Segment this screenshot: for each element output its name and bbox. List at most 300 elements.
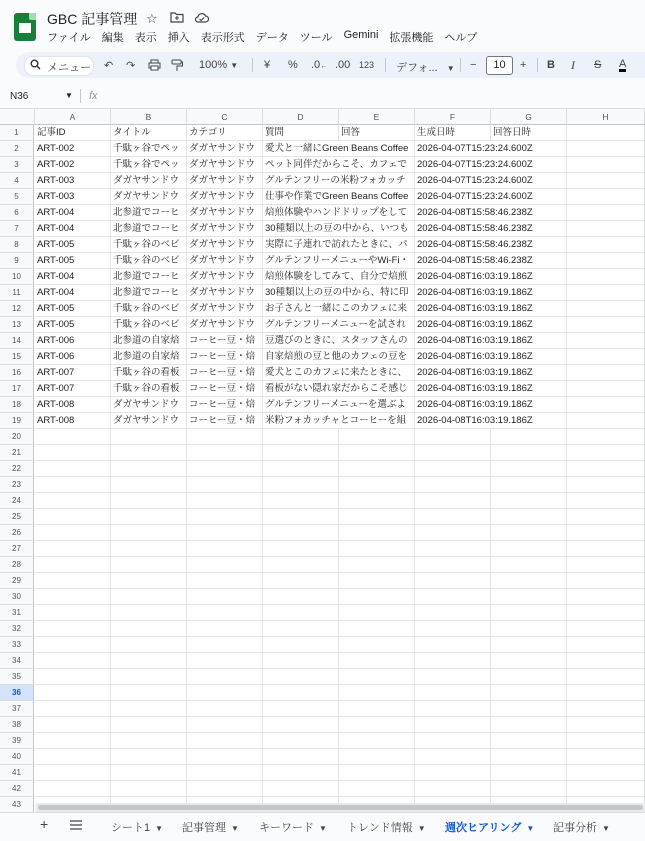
table-cell[interactable] <box>491 541 567 557</box>
row-header[interactable]: 2 <box>0 141 34 157</box>
row-header[interactable]: 7 <box>0 221 34 237</box>
table-cell[interactable]: ART-004 <box>35 205 111 221</box>
table-cell[interactable] <box>187 749 263 765</box>
table-cell[interactable] <box>415 605 491 621</box>
table-cell[interactable] <box>111 781 187 797</box>
table-cell[interactable]: 2026-04-07T15:23:24.600Z <box>415 173 567 189</box>
font-size-increase-button[interactable]: + <box>520 59 527 71</box>
table-cell[interactable]: 2026-04-07T15:23:24.600Z <box>415 157 567 173</box>
table-cell[interactable] <box>567 621 645 637</box>
row-header[interactable]: 17 <box>0 381 34 397</box>
table-cell[interactable]: 看板がない隠れ家だからこそ感じ <box>263 381 415 397</box>
spreadsheet-grid[interactable] <box>0 109 645 809</box>
table-cell[interactable] <box>339 637 415 653</box>
table-cell[interactable] <box>35 605 111 621</box>
table-cell[interactable] <box>263 557 339 573</box>
table-cell[interactable]: ダガヤサンドウ <box>187 173 263 189</box>
table-cell[interactable] <box>35 477 111 493</box>
table-cell[interactable]: 2026-04-08T15:58:46.238Z <box>415 237 567 253</box>
table-cell[interactable] <box>263 509 339 525</box>
table-cell[interactable]: お子さんと一緒にこのカフェに来 <box>263 301 415 317</box>
table-cell[interactable]: コーヒー豆・焙 <box>187 349 263 365</box>
table-cell[interactable]: ダガヤサンドウ <box>187 189 263 205</box>
row-header[interactable]: 33 <box>0 637 34 653</box>
column-header[interactable]: B <box>111 109 187 125</box>
table-cell[interactable] <box>491 621 567 637</box>
column-header[interactable]: D <box>263 109 339 125</box>
table-cell[interactable] <box>111 541 187 557</box>
table-cell[interactable] <box>339 557 415 573</box>
menu-item[interactable]: 表示形式 <box>200 32 245 44</box>
table-cell[interactable]: 北参道でコーヒ <box>111 221 187 237</box>
menu-item[interactable]: 表示 <box>134 32 157 44</box>
table-cell[interactable] <box>263 733 339 749</box>
row-header[interactable]: 29 <box>0 573 34 589</box>
table-cell[interactable]: ART-002 <box>35 157 111 173</box>
table-cell[interactable]: ダガヤサンドウ <box>187 253 263 269</box>
table-cell[interactable] <box>35 493 111 509</box>
table-cell[interactable] <box>339 509 415 525</box>
table-cell[interactable] <box>415 669 491 685</box>
row-header[interactable]: 23 <box>0 477 34 493</box>
table-cell[interactable] <box>415 701 491 717</box>
table-cell[interactable] <box>35 717 111 733</box>
table-cell[interactable]: ダガヤサンドウ <box>187 285 263 301</box>
row-header[interactable]: 31 <box>0 605 34 621</box>
table-cell[interactable] <box>415 781 491 797</box>
table-cell[interactable]: 千駄ヶ谷のベビ <box>111 237 187 253</box>
table-cell[interactable]: ART-008 <box>35 413 111 429</box>
row-header[interactable]: 22 <box>0 461 34 477</box>
table-cell[interactable]: カテゴリ <box>187 125 263 141</box>
table-cell[interactable] <box>491 637 567 653</box>
row-header[interactable]: 36 <box>0 685 34 701</box>
table-cell[interactable] <box>415 717 491 733</box>
table-cell[interactable]: ダガヤサンドウ <box>187 237 263 253</box>
row-header[interactable]: 27 <box>0 541 34 557</box>
table-cell[interactable] <box>35 653 111 669</box>
table-cell[interactable] <box>567 397 645 413</box>
table-cell[interactable]: 千駄ヶ谷のベビ <box>111 253 187 269</box>
menu-item[interactable]: 拡張機能 <box>389 32 434 44</box>
star-icon[interactable]: ☆ <box>146 11 158 26</box>
table-cell[interactable] <box>111 525 187 541</box>
table-cell[interactable] <box>187 765 263 781</box>
table-cell[interactable]: ダガヤサンドウ <box>111 173 187 189</box>
table-cell[interactable] <box>111 429 187 445</box>
table-cell[interactable] <box>111 685 187 701</box>
row-header[interactable]: 38 <box>0 717 34 733</box>
table-cell[interactable] <box>491 493 567 509</box>
table-cell[interactable] <box>111 765 187 781</box>
table-cell[interactable] <box>491 589 567 605</box>
table-cell[interactable]: 2026-04-08T15:58:46.238Z <box>415 221 567 237</box>
table-cell[interactable]: 生成日時 <box>415 125 491 141</box>
table-cell[interactable]: グルテンフリーメニューを選ぶよ <box>263 397 415 413</box>
sheet-tab[interactable] <box>347 819 426 835</box>
table-cell[interactable]: 質問 <box>263 125 339 141</box>
table-cell[interactable]: ART-004 <box>35 221 111 237</box>
table-cell[interactable] <box>567 765 645 781</box>
table-cell[interactable] <box>111 605 187 621</box>
table-cell[interactable] <box>263 669 339 685</box>
row-header[interactable]: 18 <box>0 397 34 413</box>
table-cell[interactable] <box>567 205 645 221</box>
table-cell[interactable] <box>567 445 645 461</box>
table-cell[interactable]: ART-003 <box>35 173 111 189</box>
table-cell[interactable] <box>567 685 645 701</box>
strikethrough-button[interactable]: S <box>594 59 602 71</box>
menu-item[interactable]: ヘルプ <box>444 32 478 44</box>
row-header[interactable]: 9 <box>0 253 34 269</box>
table-cell[interactable]: 2026-04-08T16:03:19.186Z <box>415 269 567 285</box>
menu-item[interactable]: ファイル <box>47 32 91 44</box>
table-cell[interactable]: 2026-04-08T15:58:46.238Z <box>415 253 567 269</box>
table-cell[interactable] <box>187 621 263 637</box>
table-cell[interactable] <box>491 669 567 685</box>
table-cell[interactable] <box>491 445 567 461</box>
row-header[interactable]: 4 <box>0 173 34 189</box>
row-header[interactable]: 37 <box>0 701 34 717</box>
table-cell[interactable] <box>263 429 339 445</box>
table-cell[interactable]: 北参道でコーヒ <box>111 205 187 221</box>
table-cell[interactable] <box>111 445 187 461</box>
table-cell[interactable] <box>35 573 111 589</box>
table-cell[interactable]: ART-004 <box>35 269 111 285</box>
table-cell[interactable]: タイトル <box>111 125 187 141</box>
row-header[interactable]: 3 <box>0 157 34 173</box>
table-cell[interactable]: 千駄ヶ谷でペッ <box>111 157 187 173</box>
cloud-icon[interactable] <box>194 11 209 26</box>
table-cell[interactable] <box>263 461 339 477</box>
sheet-tab[interactable] <box>259 819 327 835</box>
table-cell[interactable] <box>111 733 187 749</box>
zoom-select[interactable]: 100% ▼ <box>199 59 239 71</box>
menu-item[interactable]: 編集 <box>101 32 124 44</box>
table-cell[interactable] <box>111 669 187 685</box>
row-header[interactable]: 1 <box>0 125 34 141</box>
decrease-decimal-button[interactable]: .0← <box>311 59 328 71</box>
table-cell[interactable]: 回答 <box>339 125 415 141</box>
table-cell[interactable] <box>567 333 645 349</box>
table-cell[interactable]: 千駄ヶ谷の看板 <box>111 365 187 381</box>
table-cell[interactable] <box>111 621 187 637</box>
table-cell[interactable]: ダガヤサンドウ <box>111 397 187 413</box>
table-cell[interactable] <box>263 493 339 509</box>
table-cell[interactable]: ダガヤサンドウ <box>111 189 187 205</box>
font-select[interactable]: デフォ... ▼ <box>396 62 455 74</box>
table-cell[interactable] <box>567 285 645 301</box>
table-cell[interactable] <box>111 637 187 653</box>
table-cell[interactable]: ダガヤサンドウ <box>111 413 187 429</box>
row-header[interactable]: 21 <box>0 445 34 461</box>
table-cell[interactable]: 記事ID <box>35 125 111 141</box>
row-header[interactable]: 10 <box>0 269 34 285</box>
table-cell[interactable]: 2026-04-08T16:03:19.186Z <box>415 413 567 429</box>
table-cell[interactable] <box>263 749 339 765</box>
table-cell[interactable] <box>567 461 645 477</box>
chevron-down-icon[interactable]: ▼ <box>231 824 239 833</box>
sheets-logo-icon[interactable] <box>14 13 36 41</box>
table-cell[interactable] <box>111 557 187 573</box>
table-cell[interactable] <box>415 557 491 573</box>
table-cell[interactable] <box>415 749 491 765</box>
row-header[interactable]: 14 <box>0 333 34 349</box>
table-cell[interactable] <box>339 525 415 541</box>
table-cell[interactable] <box>35 589 111 605</box>
text-color-button[interactable]: A <box>619 58 627 70</box>
menu-icon[interactable] <box>70 820 82 833</box>
table-cell[interactable] <box>415 733 491 749</box>
table-cell[interactable]: 豆選びのときに、スタッフさんの <box>263 333 415 349</box>
table-cell[interactable] <box>491 701 567 717</box>
menu-item[interactable]: データ <box>255 32 289 44</box>
table-cell[interactable] <box>415 765 491 781</box>
table-cell[interactable] <box>567 637 645 653</box>
table-cell[interactable] <box>187 493 263 509</box>
table-cell[interactable] <box>567 589 645 605</box>
table-cell[interactable] <box>415 541 491 557</box>
table-cell[interactable]: ART-007 <box>35 365 111 381</box>
table-cell[interactable] <box>187 669 263 685</box>
table-cell[interactable] <box>415 429 491 445</box>
table-cell[interactable] <box>35 637 111 653</box>
table-cell[interactable] <box>111 509 187 525</box>
table-cell[interactable]: ダガヤサンドウ <box>187 157 263 173</box>
table-cell[interactable] <box>415 493 491 509</box>
table-cell[interactable] <box>491 765 567 781</box>
table-cell[interactable] <box>35 557 111 573</box>
column-header[interactable]: A <box>35 109 111 125</box>
table-cell[interactable]: 愛犬とこのカフェに来たときに、 <box>263 365 415 381</box>
table-cell[interactable] <box>35 621 111 637</box>
table-cell[interactable] <box>567 605 645 621</box>
table-cell[interactable] <box>339 541 415 557</box>
formula-input[interactable] <box>110 88 630 104</box>
row-header[interactable]: 30 <box>0 589 34 605</box>
table-cell[interactable] <box>111 589 187 605</box>
table-cell[interactable] <box>111 477 187 493</box>
menu-item[interactable]: ツール <box>299 32 333 44</box>
table-cell[interactable]: ダガヤサンドウ <box>187 205 263 221</box>
row-header[interactable]: 32 <box>0 621 34 637</box>
table-cell[interactable] <box>187 701 263 717</box>
table-cell[interactable]: ART-005 <box>35 237 111 253</box>
table-cell[interactable] <box>491 781 567 797</box>
table-cell[interactable]: 自家焙煎の豆と他のカフェの豆を <box>263 349 415 365</box>
table-cell[interactable] <box>35 669 111 685</box>
table-cell[interactable] <box>339 493 415 509</box>
table-cell[interactable] <box>415 509 491 525</box>
row-header[interactable]: 25 <box>0 509 34 525</box>
table-cell[interactable] <box>567 365 645 381</box>
table-cell[interactable] <box>111 573 187 589</box>
table-cell[interactable] <box>35 445 111 461</box>
table-cell[interactable]: 千駄ヶ谷でペッ <box>111 141 187 157</box>
table-cell[interactable] <box>567 749 645 765</box>
table-cell[interactable] <box>567 509 645 525</box>
sheet-tab[interactable] <box>111 819 163 835</box>
table-cell[interactable]: 千駄ヶ谷のベビ <box>111 317 187 333</box>
table-cell[interactable] <box>339 717 415 733</box>
table-cell[interactable] <box>567 669 645 685</box>
table-cell[interactable] <box>339 477 415 493</box>
table-cell[interactable] <box>263 589 339 605</box>
table-cell[interactable] <box>35 685 111 701</box>
table-cell[interactable]: ダガヤサンドウ <box>187 317 263 333</box>
column-header[interactable]: E <box>339 109 415 125</box>
table-cell[interactable]: ART-005 <box>35 317 111 333</box>
table-cell[interactable]: コーヒー豆・焙 <box>187 397 263 413</box>
row-header[interactable]: 11 <box>0 285 34 301</box>
table-cell[interactable] <box>263 573 339 589</box>
table-cell[interactable]: ペット同伴だからこそ、カフェで <box>263 157 415 173</box>
table-cell[interactable] <box>567 221 645 237</box>
table-cell[interactable] <box>567 301 645 317</box>
table-cell[interactable]: 2026-04-08T15:58:46.238Z <box>415 205 567 221</box>
menu-item[interactable]: Gemini <box>343 29 379 41</box>
table-cell[interactable]: グルテンフリーメニューを試され <box>263 317 415 333</box>
menu-item[interactable]: 挿入 <box>167 32 190 44</box>
bold-button[interactable]: B <box>547 59 555 71</box>
table-cell[interactable]: 回答日時 <box>491 125 567 141</box>
table-cell[interactable] <box>491 685 567 701</box>
row-header[interactable]: 43 <box>0 797 34 813</box>
row-header[interactable]: 24 <box>0 493 34 509</box>
table-cell[interactable] <box>567 557 645 573</box>
table-cell[interactable] <box>187 509 263 525</box>
row-header[interactable]: 15 <box>0 349 34 365</box>
chevron-down-icon[interactable]: ▼ <box>155 824 164 833</box>
table-cell[interactable] <box>339 653 415 669</box>
table-cell[interactable] <box>567 429 645 445</box>
table-cell[interactable] <box>567 733 645 749</box>
table-cell[interactable]: ART-005 <box>35 253 111 269</box>
sheet-tab[interactable] <box>182 819 239 835</box>
table-cell[interactable]: ダガヤサンドウ <box>187 301 263 317</box>
sheet-tab[interactable] <box>445 819 534 835</box>
row-header[interactable]: 41 <box>0 765 34 781</box>
table-cell[interactable] <box>567 653 645 669</box>
number-format-button[interactable]: 123 <box>359 60 375 70</box>
table-cell[interactable]: 2026-04-08T16:03:19.186Z <box>415 365 567 381</box>
redo-icon[interactable]: ↷ <box>126 60 136 72</box>
table-cell[interactable] <box>187 653 263 669</box>
row-header[interactable]: 35 <box>0 669 34 685</box>
row-header[interactable]: 34 <box>0 653 34 669</box>
table-cell[interactable] <box>111 701 187 717</box>
table-cell[interactable] <box>339 605 415 621</box>
table-cell[interactable] <box>187 733 263 749</box>
table-cell[interactable] <box>339 781 415 797</box>
table-cell[interactable] <box>187 525 263 541</box>
table-cell[interactable]: ダガヤサンドウ <box>187 269 263 285</box>
italic-button[interactable]: I <box>571 58 575 72</box>
table-cell[interactable]: 30種類以上の豆の中から、いつも <box>263 221 415 237</box>
table-cell[interactable] <box>567 781 645 797</box>
table-cell[interactable]: 北参道でコーヒ <box>111 269 187 285</box>
table-cell[interactable] <box>491 733 567 749</box>
table-cell[interactable] <box>263 685 339 701</box>
table-cell[interactable]: 2026-04-07T15:23:24.600Z <box>415 141 567 157</box>
table-cell[interactable]: 千駄ヶ谷のベビ <box>111 301 187 317</box>
table-cell[interactable] <box>187 461 263 477</box>
table-cell[interactable]: ART-006 <box>35 333 111 349</box>
table-cell[interactable] <box>187 685 263 701</box>
row-header[interactable]: 13 <box>0 317 34 333</box>
table-cell[interactable] <box>339 749 415 765</box>
table-cell[interactable]: 北参道の自家焙 <box>111 349 187 365</box>
table-cell[interactable]: 30種類以上の豆の中から、特に印 <box>263 285 415 301</box>
table-cell[interactable] <box>415 525 491 541</box>
table-cell[interactable] <box>187 557 263 573</box>
table-cell[interactable] <box>567 717 645 733</box>
table-cell[interactable]: ART-007 <box>35 381 111 397</box>
table-cell[interactable] <box>35 733 111 749</box>
table-cell[interactable] <box>491 557 567 573</box>
table-cell[interactable] <box>415 461 491 477</box>
table-cell[interactable] <box>263 653 339 669</box>
table-cell[interactable]: ダガヤサンドウ <box>187 221 263 237</box>
table-cell[interactable]: 千駄ヶ谷の看板 <box>111 381 187 397</box>
currency-format-button[interactable]: ¥ <box>264 59 271 71</box>
row-header[interactable]: 12 <box>0 301 34 317</box>
select-all-corner[interactable] <box>0 109 35 125</box>
row-header[interactable]: 20 <box>0 429 34 445</box>
column-header[interactable]: H <box>567 109 645 125</box>
menu-search-input[interactable]: メニュー <box>24 56 94 76</box>
table-cell[interactable] <box>415 477 491 493</box>
table-cell[interactable]: 焙煎体験をしてみて、自分で焙煎 <box>263 269 415 285</box>
table-cell[interactable]: コーヒー豆・焙 <box>187 413 263 429</box>
table-cell[interactable] <box>263 445 339 461</box>
table-cell[interactable]: ART-005 <box>35 301 111 317</box>
table-cell[interactable]: ART-004 <box>35 285 111 301</box>
table-cell[interactable] <box>491 605 567 621</box>
table-cell[interactable] <box>567 237 645 253</box>
table-cell[interactable] <box>263 605 339 621</box>
row-header[interactable]: 6 <box>0 205 34 221</box>
increase-decimal-button[interactable]: .00 <box>335 59 351 71</box>
table-cell[interactable] <box>35 525 111 541</box>
table-cell[interactable]: 2026-04-08T16:03:19.186Z <box>415 381 567 397</box>
row-header[interactable]: 8 <box>0 237 34 253</box>
table-cell[interactable] <box>491 477 567 493</box>
print-icon[interactable] <box>148 59 161 74</box>
table-cell[interactable] <box>35 701 111 717</box>
table-cell[interactable] <box>491 461 567 477</box>
table-cell[interactable] <box>339 461 415 477</box>
table-cell[interactable]: コーヒー豆・焙 <box>187 381 263 397</box>
table-cell[interactable] <box>491 573 567 589</box>
table-cell[interactable] <box>415 621 491 637</box>
table-cell[interactable] <box>567 157 645 173</box>
table-cell[interactable] <box>567 477 645 493</box>
table-cell[interactable]: グルテンフリーメニューやWi-Fi・ <box>263 253 415 269</box>
table-cell[interactable] <box>111 493 187 509</box>
table-cell[interactable] <box>415 573 491 589</box>
table-cell[interactable]: 北参道の自家焙 <box>111 333 187 349</box>
table-cell[interactable] <box>567 573 645 589</box>
table-cell[interactable] <box>263 541 339 557</box>
table-cell[interactable] <box>35 461 111 477</box>
table-cell[interactable] <box>491 749 567 765</box>
table-cell[interactable] <box>187 429 263 445</box>
chevron-down-icon[interactable]: ▼ <box>417 824 426 833</box>
table-cell[interactable]: 2026-04-07T15:23:24.600Z <box>415 189 567 205</box>
table-cell[interactable] <box>339 429 415 445</box>
table-cell[interactable] <box>187 717 263 733</box>
